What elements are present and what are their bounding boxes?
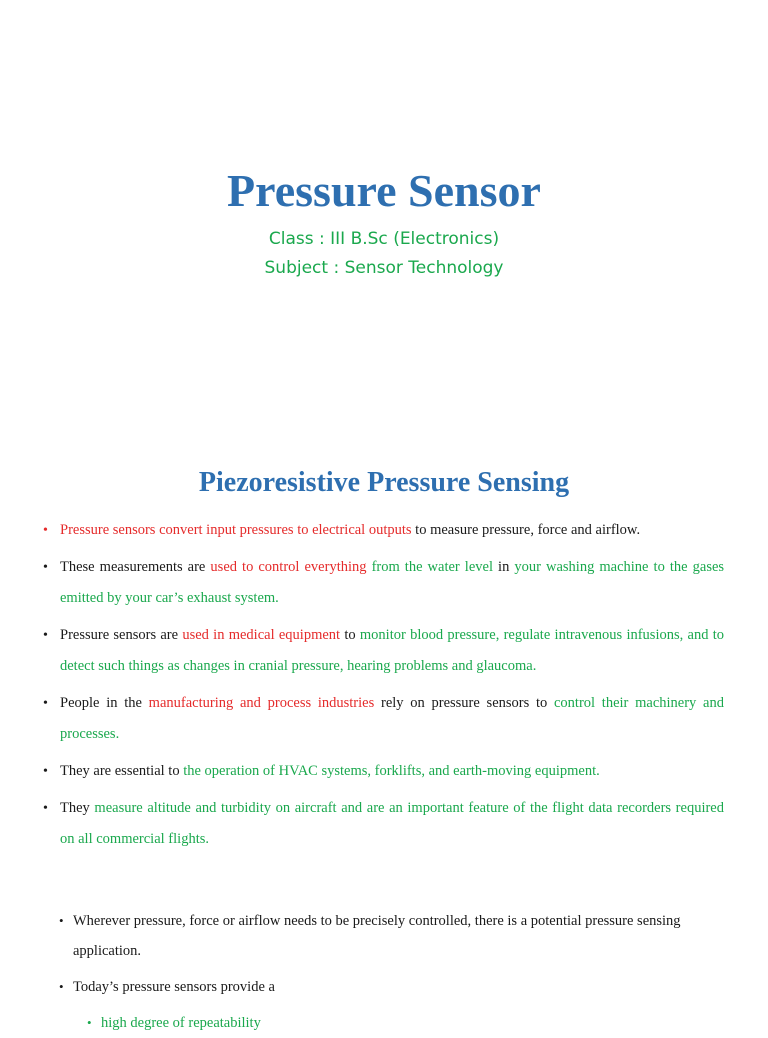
bullet-text-segment: Pressure sensors are — [60, 627, 183, 643]
slide-title: Pressure Sensor — [227, 165, 541, 216]
bullet-text-segment: the operation of HVAC systems, forklifts, and earth-moving equipment. — [183, 763, 600, 779]
bullet-text-segment: in — [493, 559, 515, 575]
bullet-text-segment: These measurements are — [60, 559, 211, 575]
section-heading: Piezoresistive Pressure Sensing — [198, 467, 570, 498]
bullet-item — [43, 756, 724, 787]
bullet-item — [59, 972, 723, 1002]
bullet-dot-icon: • — [43, 560, 48, 575]
bullet-text-segment: to measure pressure, force and airflow. — [411, 522, 641, 538]
bullet-text-segment: People in the — [60, 695, 149, 711]
bullet-text-segment: from the water level — [366, 559, 493, 575]
bullet-item — [43, 793, 724, 855]
bullet-item — [43, 515, 724, 546]
bullet-text-segment: measure altitude and turbidity on aircraft and are an important feature of the flight data recorders required on all commercial flights. — [60, 800, 724, 847]
subject-line: Subject : Sensor Technology — [264, 258, 504, 278]
bullet-dot-icon: • — [43, 764, 48, 779]
bullet-text-segment: They — [60, 800, 95, 816]
bullet-list — [43, 515, 725, 861]
bullet-text-segment: control their machinery and processes. — [60, 695, 724, 742]
class-line: Class : III B.Sc (Electronics) — [268, 229, 500, 249]
bullet-dot-icon: • — [43, 696, 48, 711]
bullet-dot-icon: • — [43, 801, 48, 816]
bullet-text: Today’s pressure sensors provide a — [73, 979, 275, 995]
bullet-text-segment: your washing machine to the gases emitted by your car’s exhaust system. — [60, 559, 725, 606]
bullet-dot-icon: • — [59, 913, 64, 928]
bullet-text-segment: manufacturing and process industries — [148, 695, 375, 711]
sub-bullet-text: high degree of repeatability — [101, 1015, 261, 1031]
bullet-text-segment: monitor blood pressure, regulate intravenous infusions, and to detect such things as changes in cranial pressure, hearing problems and glaucoma. — [60, 627, 724, 674]
bullet-item — [59, 906, 723, 966]
secondary-bullet-list — [59, 906, 723, 1008]
bullet-dot-icon: • — [43, 628, 48, 643]
bullet-dot-icon: • — [87, 1015, 92, 1030]
bullet-text-segment: used in medical equipment — [182, 627, 341, 643]
sub-bullet-list — [87, 1008, 721, 1038]
bullet-item — [43, 620, 724, 682]
bullet-text-segment: to — [340, 627, 360, 643]
bullet-item — [43, 688, 724, 750]
bullet-item — [43, 552, 725, 614]
bullet-text-segment: They are essential to — [60, 763, 184, 779]
bullet-dot-icon: • — [59, 979, 64, 994]
sub-bullet-item — [87, 1008, 721, 1038]
bullet-text-segment: Pressure sensors convert input pressures to electrical outputs — [60, 522, 412, 538]
bullet-text-segment: rely on pressure sensors to — [374, 695, 554, 711]
bullet-text: Wherever pressure, force or airflow needs to be precisely controlled, there is a potential pressure sensing application. — [73, 913, 681, 959]
bullet-text-segment: used to control everything — [210, 559, 367, 575]
bullet-dot-icon: • — [43, 523, 48, 538]
